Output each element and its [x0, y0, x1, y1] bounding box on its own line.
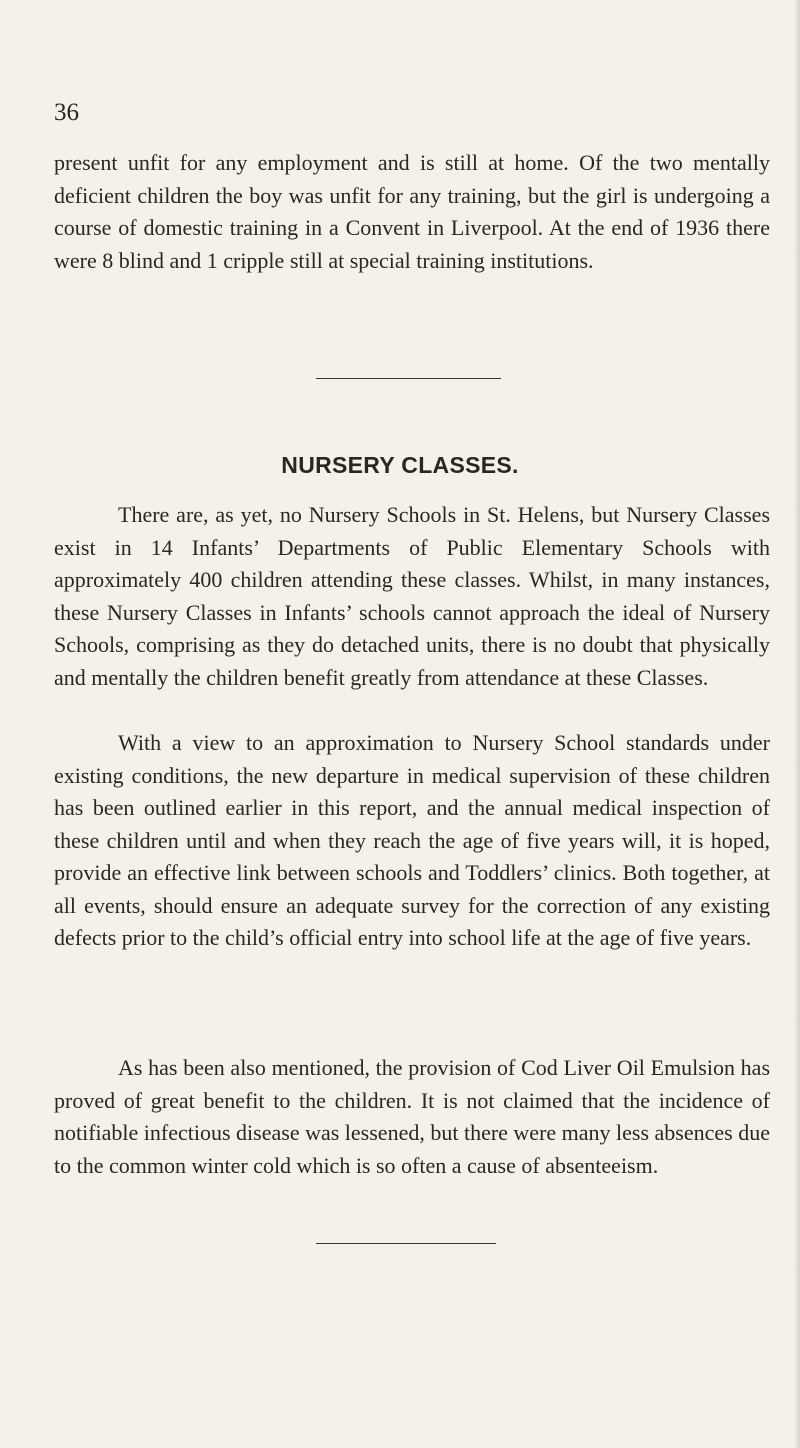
section-divider-bottom	[316, 1243, 496, 1244]
paragraph-medical-supervision: With a view to an approximation to Nursery School standards under existing conditions, the new departure in medical supervision of these children has been outlined earlier in this report, and the annual medical inspection of these children until and when they reach the age of five years will, it is hoped, provide an effective link between schools and Toddlers’ clinics. Both together, at all events, should ensure an adequate survey for the correction of any existing defects prior to the child’s official entry into school life at the age of five years.	[54, 730, 770, 950]
paragraph-nursery-schools: There are, as yet, no Nursery Schools in St. Helens, but Nursery Classes exist in 14 Infants’ Departments of Public Elementary Schools with approximately 400 children attending these classes. Whilst, in many instances, these Nursery Classes in Infants’ schools cannot approach the ideal of Nursery Schools, comprising as they do detached units, there is no doubt that physically and mentally the children benefit greatly from attendance at these Classes.	[54, 502, 770, 690]
section-divider-top	[316, 378, 501, 379]
paragraph-cod-liver-oil: As has been also mentioned, the provision of Cod Liver Oil Emulsion has proved of great benefit to the children. It is not claimed that the incidence of notifiable infectious disease was lessened, but there were many less absences due to the common winter cold which is so often a cause of absenteeism.	[54, 1055, 770, 1178]
section-heading: NURSERY CLASSES.	[281, 452, 519, 478]
paragraph-continuation: present unfit for any employment and is still at home. Of the two mentally deficient children the boy was unfit for any training, but the girl is undergoing a course of domestic training in a Convent in Liverpool. At the end of 1936 there were 8 blind and 1 cripple still at special training institutions.	[54, 150, 770, 273]
page-number: 36	[54, 99, 79, 126]
page-edge-shadow	[794, 0, 800, 1448]
